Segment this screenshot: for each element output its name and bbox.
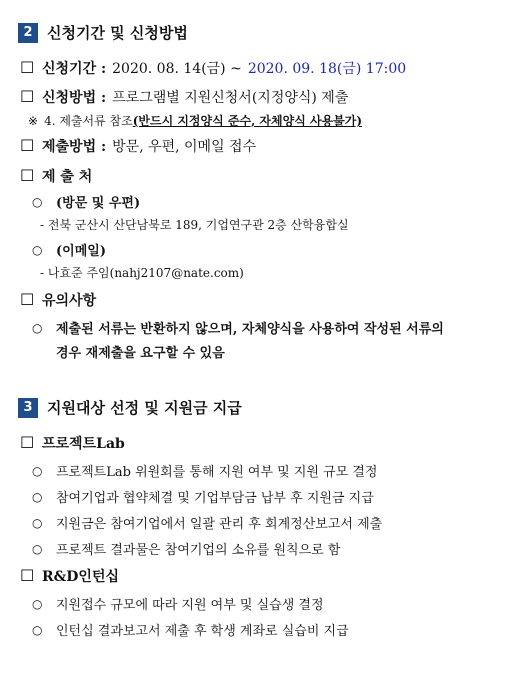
period-label: 신청기간 : xyxy=(42,61,107,77)
method-label: 신청방법 : xyxy=(42,90,107,106)
lab-item: ○ 프로젝트 결과물은 참여기업의 소유를 원칙으로 함 xyxy=(32,541,341,558)
section2-title: 신청기간 및 신청방법 xyxy=(47,24,188,42)
caution-row xyxy=(20,290,96,310)
square-bullet-icon: ☐ xyxy=(20,166,35,185)
lab-label: 프로젝트Lab xyxy=(42,436,125,452)
section3-number-badge: 3 xyxy=(18,398,38,418)
lab-item: ○ 참여기업과 협약체결 및 기업부담금 납부 후 지원금 지급 xyxy=(32,489,374,506)
circle-bullet-icon: ○ xyxy=(32,515,43,530)
visit-title-row xyxy=(32,192,140,211)
section2-header xyxy=(18,22,188,43)
rnd-item: ○ 지원접수 규모에 따라 지원 여부 및 실습생 결정 xyxy=(32,596,324,613)
circle-bullet-icon: ○ xyxy=(32,622,43,637)
where-label: 제 출 처 xyxy=(42,169,93,185)
section3-header xyxy=(18,397,242,418)
square-bullet-icon: ☐ xyxy=(20,566,35,585)
circle-bullet-icon: ○ xyxy=(32,320,43,335)
caution-label: 유의사항 xyxy=(42,293,97,309)
square-bullet-icon: ☐ xyxy=(20,58,35,77)
circle-bullet-icon: ○ xyxy=(32,242,43,257)
period-start: 2020. 08. 14(금) ~ xyxy=(112,61,242,77)
circle-bullet-icon: ○ xyxy=(32,541,43,556)
note-bold: (반드시 지정양식 준수, 자체양식 사용불가) xyxy=(132,114,363,128)
email-title-row xyxy=(32,240,106,259)
circle-bullet-icon: ○ xyxy=(32,463,43,478)
section3-title: 지원대상 선정 및 지원금 지급 xyxy=(47,399,242,417)
caution-line1: ○ 제출된 서류는 반환하지 않으며, 자체양식을 사용하여 작성된 서류의 xyxy=(32,320,444,337)
circle-bullet-icon: ○ xyxy=(32,596,43,611)
square-bullet-icon: ☐ xyxy=(20,433,35,452)
caution-line2: 경우 재제출을 요구할 수 있음 xyxy=(56,346,225,361)
circle-bullet-icon: ○ xyxy=(32,194,43,209)
square-bullet-icon: ☐ xyxy=(20,136,35,155)
square-bullet-icon: ☐ xyxy=(20,290,35,309)
rnd-label: R&D인턴십 xyxy=(42,569,119,585)
submit-label: 제출방법 : xyxy=(42,139,107,155)
lab-item: ○ 프로젝트Lab 위원회를 통해 지원 여부 및 지원 규모 결정 xyxy=(32,463,378,480)
circle-bullet-icon: ○ xyxy=(32,489,43,504)
note-text: 4. 제출서류 참조 xyxy=(44,114,133,128)
visit-title: (방문 및 우편) xyxy=(56,196,141,211)
method-row xyxy=(20,87,348,107)
rnd-row xyxy=(20,566,119,586)
email-title: (이메일) xyxy=(56,244,106,259)
section2-number-badge: 2 xyxy=(18,23,38,43)
email-value: - 나효준 주임(nahj2107@nate.com) xyxy=(40,266,244,280)
where-row xyxy=(20,166,92,186)
square-bullet-icon: ☐ xyxy=(20,87,35,106)
lab-row xyxy=(20,433,125,453)
period-row xyxy=(20,58,406,78)
rnd-item: ○ 인턴십 결과보고서 제출 후 학생 계좌로 실습비 지급 xyxy=(32,622,349,639)
submit-row xyxy=(20,136,256,156)
note-mark: ※ xyxy=(28,113,39,128)
lab-item: ○ 지원금은 참여기업에서 일괄 관리 후 회계정산보고서 제출 xyxy=(32,515,383,532)
period-end: 2020. 09. 18(금) 17:00 xyxy=(247,61,407,77)
visit-address: - 전북 군산시 산단남북로 189, 기업연구관 2층 산학융합실 xyxy=(40,218,349,232)
submit-value: 방문, 우편, 이메일 접수 xyxy=(112,139,257,155)
method-value: 프로그램별 지원신청서(지정양식) 제출 xyxy=(112,90,349,106)
note-row xyxy=(28,112,362,129)
